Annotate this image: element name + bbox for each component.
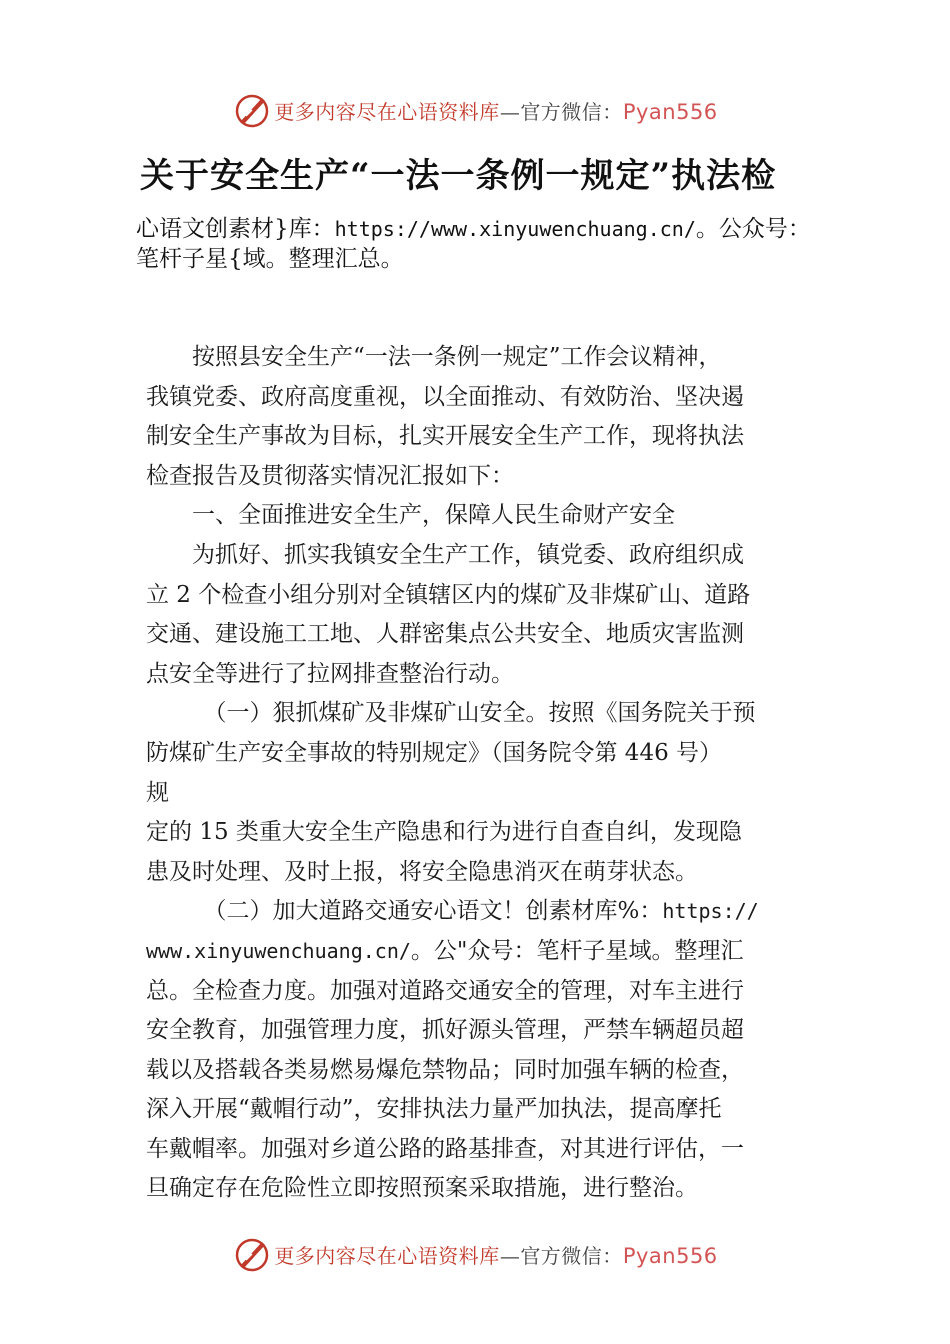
section-heading: 一、全面推进安全生产，保障人民生命财产安全 [192,502,675,529]
source-line-1: 心语文创素材}库：https://www.xinyuwenchuang.cn/。公众号： [136,216,811,242]
quill-pen-circle-icon [232,1234,272,1274]
subsection-line: 防煤矿生产安全事故的特别规定》（国务院令第 446 号） [146,739,723,766]
subsection-line: 旦确定存在危险性立即按照预案采取措施，进行整治。 [146,1175,698,1202]
source-note [136,214,856,274]
subsection-line: 总。全检查力度。加强对道路交通安全的管理，对车主进行 [146,977,744,1004]
document-title: 关于安全生产“一法一条例一规定”执法检 [140,156,777,196]
quill-pen-circle-icon [232,90,272,130]
subsection-line: 安全教育，加强管理力度，抓好源头管理，严禁车辆超员超 [146,1017,744,1044]
source-line-2: 笔杆子星{域。整理汇总。 [136,246,404,272]
subsection-line: 深入开展“戴帽行动”，安排执法力量严加执法，提高摩托 [146,1096,722,1123]
section-para-line: 点安全等进行了拉网排查整治行动。 [146,660,514,687]
intro-line: 我镇党委、政府高度重视，以全面推动、有效防治、坚决遏 [146,383,744,410]
subsection-line: （二）加大道路交通安心语文！创素材库%：https:// [203,898,759,925]
watermark-banner-top [0,88,950,132]
subsection-line: 定的 15 类重大安全生产隐患和行为进行自查自纠，发现隐 [146,819,742,846]
subsection-line: （一）狠抓煤矿及非煤矿山安全。按照《国务院关于预 [203,700,756,727]
watermark-banner-bottom [0,1232,950,1276]
intro-line: 制安全生产事故为目标，扎实开展安全生产工作，现将执法 [146,423,744,450]
section-para-line: 交通、建设施工工地、人群密集点公共安全、地质灾害监测 [146,621,744,648]
subsection-line: 载以及搭载各类易燃易爆危禁物品；同时加强车辆的检查， [146,1056,744,1083]
subsection-line: 患及时处理、及时上报，将安全隐患消灭在萌芽状态。 [146,858,698,885]
document-body [146,338,816,1209]
watermark-text: 更多内容尽在心语资料库—官方微信：Pyan556 [274,99,718,124]
subsection-line: 车戴帽率。加强对乡道公路的路基排查，对其进行评估，一 [146,1135,744,1162]
section-para-line: 立 2 个检查小组分别对全镇辖区内的煤矿及非煤矿山、道路 [146,581,751,608]
section-para-line: 为抓好、抓实我镇安全生产工作，镇党委、政府组织成 [192,541,744,568]
subsection-line: www.xinyuwenchuang.cn/。公"众号：笔杆子星域。整理汇 [146,937,744,964]
watermark-text: 更多内容尽在心语资料库—官方微信：Pyan556 [274,1243,718,1268]
intro-line: 按照县安全生产“一法一条例一规定”工作会议精神， [192,344,722,370]
subsection-line: 规 [146,779,169,806]
intro-line: 检查报告及贯彻落实情况汇报如下： [146,462,514,489]
